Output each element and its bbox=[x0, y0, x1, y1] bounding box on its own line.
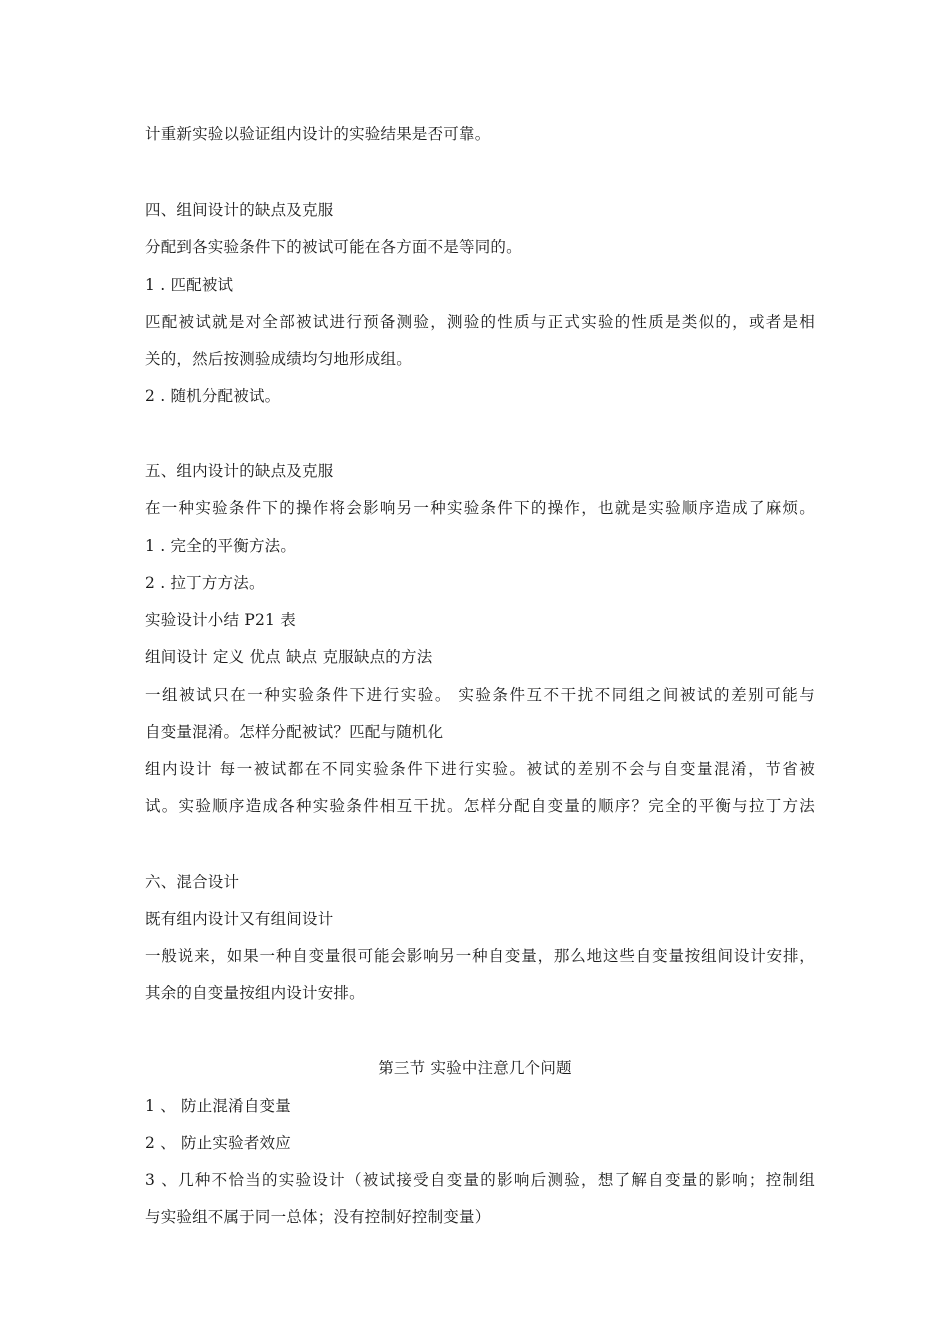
text-line: 关的，然后按测验成绩均匀地形成组。 bbox=[145, 350, 412, 368]
text-line: 与实验组不属于同一总体；没有控制好控制变量） bbox=[145, 1208, 491, 1226]
text-line: 试。实验顺序造成各种实验条件相互干扰。怎样分配自变量的顺序？完全的平衡与拉丁方法 bbox=[145, 797, 815, 815]
text-line: 实验设计小结 P21 表 bbox=[145, 611, 296, 629]
text-line: 自变量混淆。怎样分配被试？匹配与随机化 bbox=[145, 723, 444, 741]
list-item: 1 . 匹配被试 bbox=[145, 276, 234, 294]
list-item: 2 . 随机分配被试。 bbox=[145, 387, 281, 405]
text-line: 组间设计 定义 优点 缺点 克服缺点的方法 bbox=[145, 648, 433, 666]
text-line: 一般说来，如果一种自变量很可能会影响另一种自变量，那么地这些自变量按组间设计安排， bbox=[145, 947, 815, 965]
chapter-heading: 第三节 实验中注意几个问题 bbox=[378, 1059, 572, 1077]
text-line: 计重新实验以验证组内设计的实验结果是否可靠。 bbox=[145, 125, 491, 143]
list-item: 1 、 防止混淆自变量 bbox=[145, 1097, 291, 1115]
text-line: 其余的自变量按组内设计安排。 bbox=[145, 984, 365, 1002]
text-line: 在一种实验条件下的操作将会影响另一种实验条件下的操作，也就是实验顺序造成了麻烦。 bbox=[145, 499, 815, 517]
section-heading: 四、组间设计的缺点及克服 bbox=[145, 201, 334, 219]
list-item: 1 . 完全的平衡方法。 bbox=[145, 537, 297, 555]
section-heading: 六、混合设计 bbox=[145, 873, 240, 891]
text-line: 既有组内设计又有组间设计 bbox=[145, 910, 334, 928]
section-heading: 五、组内设计的缺点及克服 bbox=[145, 462, 334, 480]
list-item: 2 . 拉丁方方法。 bbox=[145, 574, 265, 592]
text-line: 匹配被试就是对全部被试进行预备测验，测验的性质与正式实验的性质是类似的，或者是相 bbox=[145, 313, 815, 331]
text-line: 组内设计 每一被试都在不同实验条件下进行实验。被试的差别不会与自变量混淆，节省被 bbox=[145, 760, 815, 778]
text-line: 分配到各实验条件下的被试可能在各方面不是等同的。 bbox=[145, 238, 522, 256]
text-line: 一组被试只在一种实验条件下进行实验。 实验条件互不干扰不同组之间被试的差别可能与 bbox=[145, 686, 815, 704]
list-item: 2 、 防止实验者效应 bbox=[145, 1134, 291, 1152]
list-item: 3 、几种不恰当的实验设计（被试接受自变量的影响后测验，想了解自变量的影响；控制组 bbox=[145, 1171, 815, 1189]
